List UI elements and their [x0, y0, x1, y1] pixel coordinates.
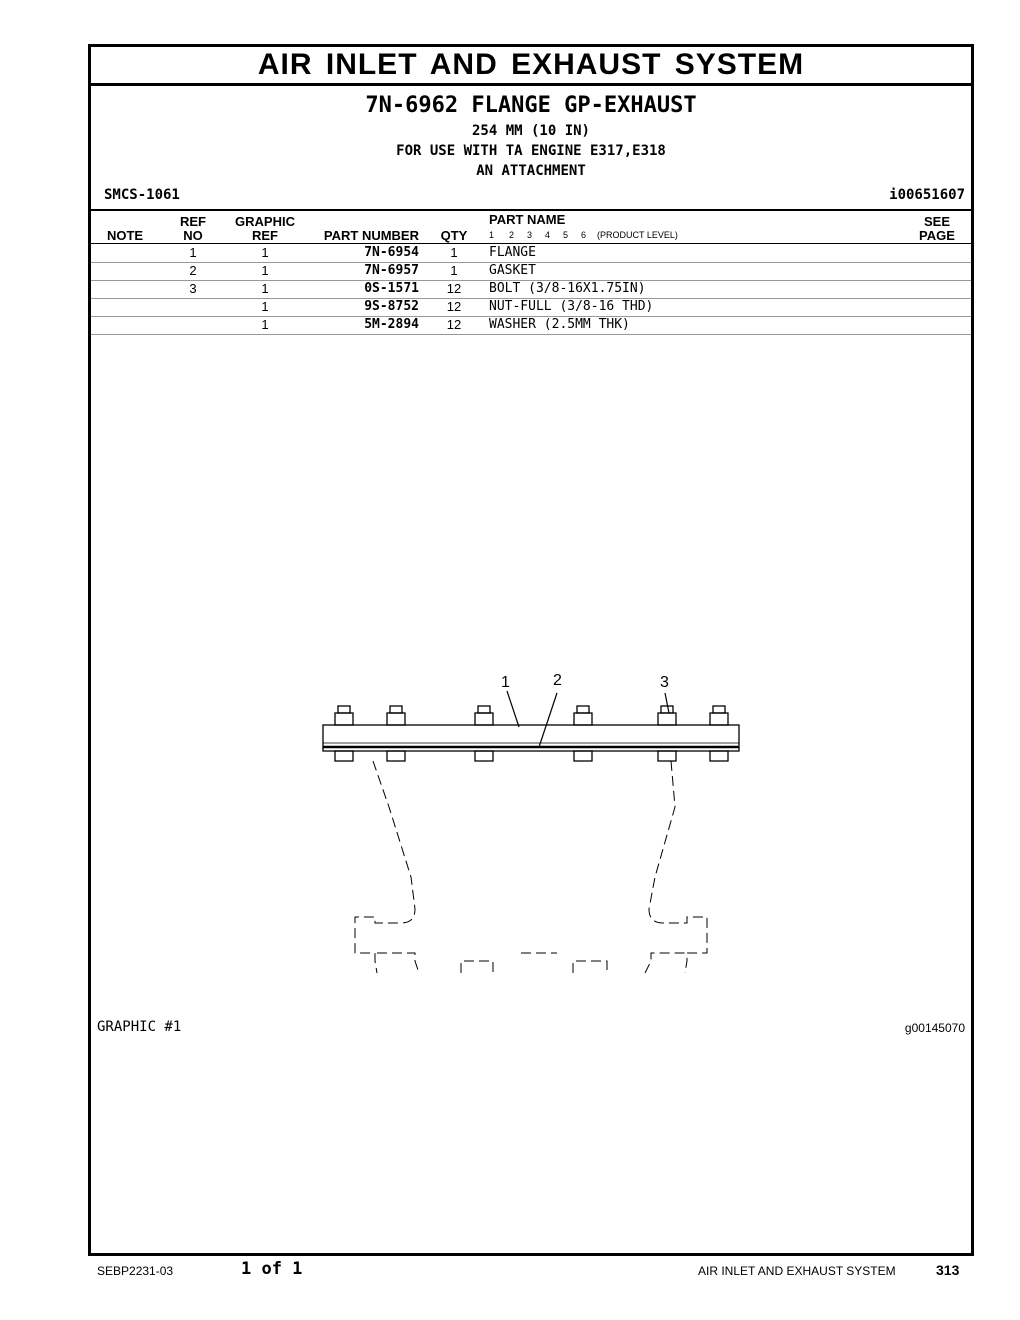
ref-no: 2 — [189, 263, 197, 278]
usage-line: FOR USE WITH TA ENGINE E317,E318 — [396, 143, 666, 159]
attachment-note: AN ATTACHMENT — [476, 163, 586, 179]
ref-no: 3 — [189, 281, 197, 296]
col-see-header-bottom: PAGE — [919, 228, 955, 243]
col-ref-header-top: REF — [180, 214, 206, 229]
leader-line — [665, 693, 669, 713]
pipe-bottom-left — [377, 953, 419, 973]
part-name: WASHER (2.5MM THK) — [489, 317, 630, 332]
quantity: 12 — [446, 317, 462, 332]
product-level-label: (PRODUCT LEVEL) — [597, 230, 678, 240]
pipe-bottom-mid-left — [461, 961, 493, 973]
col-note-header: NOTE — [106, 228, 144, 243]
callout-1: 1 — [501, 674, 510, 691]
part-name: FLANGE — [489, 245, 536, 260]
callout-3: 3 — [660, 674, 669, 691]
part-number: 5M-2894 — [364, 317, 419, 332]
table-row — [91, 262, 971, 281]
quantity: 1 — [450, 245, 458, 260]
smcs-code: SMCS-1061 — [104, 187, 180, 203]
col-graphic-header-top: GRAPHIC — [235, 214, 295, 229]
footer-page-of: 1 of 1 — [241, 1259, 303, 1279]
table-row — [91, 280, 971, 299]
part-number: 7N-6957 — [364, 263, 419, 278]
product-level-6: 6 — [581, 230, 587, 240]
quantity: 12 — [446, 281, 462, 296]
part-name: GASKET — [489, 263, 536, 278]
graphic-label: GRAPHIC #1 — [97, 1019, 182, 1035]
table-row — [91, 298, 971, 317]
product-level-5: 5 — [563, 230, 569, 240]
header-rule — [91, 209, 971, 211]
quantity: 12 — [446, 299, 462, 314]
leader-line — [507, 691, 519, 727]
graphic-id: g00145070 — [904, 1021, 965, 1035]
group-number: 7N-6962 — [365, 93, 459, 118]
product-level-3: 3 — [527, 230, 533, 240]
product-level-2: 2 — [509, 230, 515, 240]
pipe-right-contour — [649, 761, 707, 973]
col-part-name-header: PART NAME — [489, 212, 566, 227]
table-row — [91, 316, 971, 335]
pipe-left-contour — [355, 761, 415, 973]
part-number: 7N-6954 — [364, 245, 419, 260]
pipe-bottom-mid-right — [573, 961, 607, 973]
phantom-pipe — [355, 761, 707, 973]
graphic-ref: 1 — [261, 317, 269, 332]
part-number: 0S-1571 — [364, 281, 419, 296]
page-frame — [88, 44, 974, 1256]
part-name: NUT-FULL (3/8-16 THD) — [489, 299, 654, 314]
product-level-1: 1 — [489, 230, 495, 240]
col-part-number-header: PART NUMBER — [323, 228, 419, 243]
pipe-bottom-right — [645, 953, 685, 973]
col-qty-header: QTY — [440, 228, 468, 243]
footer-doc-number: SEBP2231-03 — [97, 1264, 174, 1278]
product-level-4: 4 — [545, 230, 551, 240]
graphic-ref: 1 — [261, 281, 269, 296]
graphic-ref: 1 — [261, 299, 269, 314]
part-number: 9S-8752 — [364, 299, 419, 314]
flange-assembly — [323, 706, 739, 761]
quantity: 1 — [450, 263, 458, 278]
footer-section-title: AIR INLET AND EXHAUST SYSTEM — [698, 1264, 896, 1278]
exhaust-flange-drawing — [311, 617, 751, 1017]
callout-2: 2 — [553, 672, 562, 689]
size-line: 254 MM (10 IN) — [471, 123, 590, 139]
ref-no: 1 — [189, 245, 197, 260]
illustration-id: i00651607 — [889, 187, 965, 203]
section-title: AIR INLET AND EXHAUST SYSTEM — [257, 48, 805, 81]
table-row — [91, 243, 971, 263]
graphic-ref: 1 — [261, 263, 269, 278]
col-see-header-top: SEE — [923, 214, 950, 229]
col-ref-header-bottom: NO — [183, 228, 203, 243]
graphic-ref: 1 — [261, 245, 269, 260]
group-heading — [91, 93, 971, 118]
part-name: BOLT (3/8-16X1.75IN) — [489, 281, 646, 296]
section-title-bar — [91, 47, 971, 86]
group-name: FLANGE GP-EXHAUST — [471, 93, 697, 118]
col-graphic-header-bottom: REF — [252, 228, 278, 243]
footer-page-number: 313 — [936, 1262, 960, 1278]
